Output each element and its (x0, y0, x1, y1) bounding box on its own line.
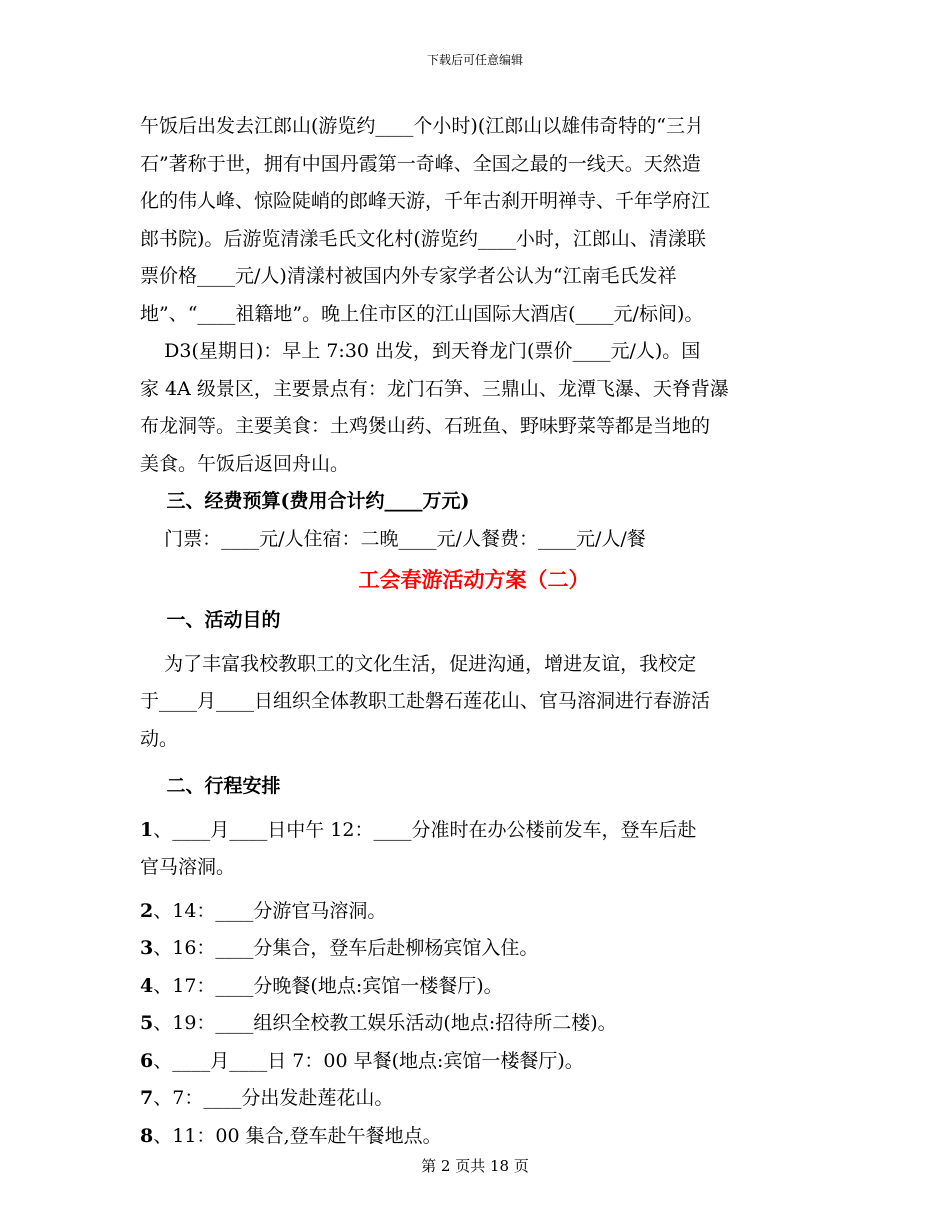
schedule-item-text: 、____月____日中午 12：____分准时在办公楼前发车，登车后赴 (153, 818, 697, 841)
page-footer: 第 2 页共 18 页 (421, 1157, 529, 1175)
body-line: 票价格____元/人)清漾村被国内外专家学者公认为“江南毛氏发祥 (140, 265, 677, 287)
schedule-item-number: 2 (140, 899, 154, 922)
body-line: 午饭后出发去江郎山(游览约____个小时)(江郎山以雄伟奇特的“三爿 (140, 115, 704, 137)
budget-heading: 三、经费预算(费用合计约____万元) (140, 490, 470, 512)
schedule-item (140, 849, 820, 887)
schedule-item-number: 3 (140, 937, 154, 959)
body-line: 为了丰富我校教职工的文化生活，促进沟通，增进友谊，我校定 (140, 652, 697, 675)
schedule-item (140, 1080, 820, 1118)
schedule-item (140, 968, 820, 1006)
schedule-item (140, 930, 820, 968)
schedule-item-text: 官马溶洞。 (140, 856, 236, 878)
document-title: 工会春游活动方案（二） (358, 567, 590, 592)
body-line: 郎书院)。后游览清漾毛氏文化村(游览约____小时，江郎山、清漾联 (140, 227, 706, 250)
body-line: 石”著称于世，拥有中国丹霞第一奇峰、全国之最的一线天。天然造 (140, 152, 701, 175)
schedule-item (140, 1118, 820, 1156)
schedule-item (140, 812, 820, 850)
schedule-item-number: 4 (140, 974, 154, 997)
body-line: 于____月____日组织全体教职工赴磐石莲花山、官马溶洞进行春游活 (140, 690, 711, 712)
schedule-item-text: 、14：____分游官马溶洞。 (153, 899, 387, 922)
body-line: 化的伟人峰、惊险陡峭的郎峰天游，千年古刹开明禅寺、千年学府江 (140, 190, 711, 212)
schedule-item-number: 7 (140, 1087, 154, 1109)
schedule-item-number: 5 (140, 1012, 154, 1034)
body-line: 家 4A 级景区，主要景点有：龙门石笋、三鼎山、龙潭飞瀑、天脊背瀑 (140, 377, 729, 400)
section-heading-schedule: 二、行程安排 (140, 775, 281, 797)
schedule-item (140, 1005, 820, 1043)
budget-line: 门票：____元/人住宿：二晚____元/人餐费：____元/人/餐 (140, 527, 646, 550)
body-line: D3(星期日)：早上 7:30 出发，到天脊龙门(票价____元/人)。国 (140, 340, 701, 362)
schedule-item-text: 、____月____日 7：00 早餐(地点:宾馆一楼餐厅)。 (153, 1049, 584, 1072)
schedule-item (140, 1043, 820, 1081)
body-line: 动。 (140, 727, 179, 750)
document-body (140, 108, 820, 1155)
schedule-item-text: 、19：____组织全校教工娱乐活动(地点:招待所二楼)。 (153, 1012, 617, 1034)
body-line: 地”、“____祖籍地”。晚上住市区的江山国际大酒店(____元/标间)。 (140, 302, 704, 325)
page-header: 下载后可任意编辑 (426, 53, 523, 67)
schedule-item-text: 、17：____分晚餐(地点:宾馆一楼餐厅)。 (153, 974, 503, 997)
body-line: 美食。午饭后返回舟山。 (140, 452, 350, 475)
schedule-item-number: 6 (140, 1049, 154, 1072)
schedule-item-text: 、11：00 集合,登车赴午餐地点。 (153, 1124, 442, 1147)
schedule-item (140, 893, 820, 931)
schedule-item-text: 、7：____分出发赴莲花山。 (153, 1087, 394, 1109)
schedule-item-number: 1 (140, 818, 154, 841)
body-line: 布龙洞等。主要美食：土鸡煲山药、石班鱼、野味野菜等都是当地的 (140, 415, 711, 437)
section-heading-purpose: 一、活动目的 (140, 609, 281, 631)
schedule-item-text: 、16：____分集合，登车后赴柳杨宾馆入住。 (153, 937, 539, 959)
schedule-item-number: 8 (140, 1124, 154, 1147)
